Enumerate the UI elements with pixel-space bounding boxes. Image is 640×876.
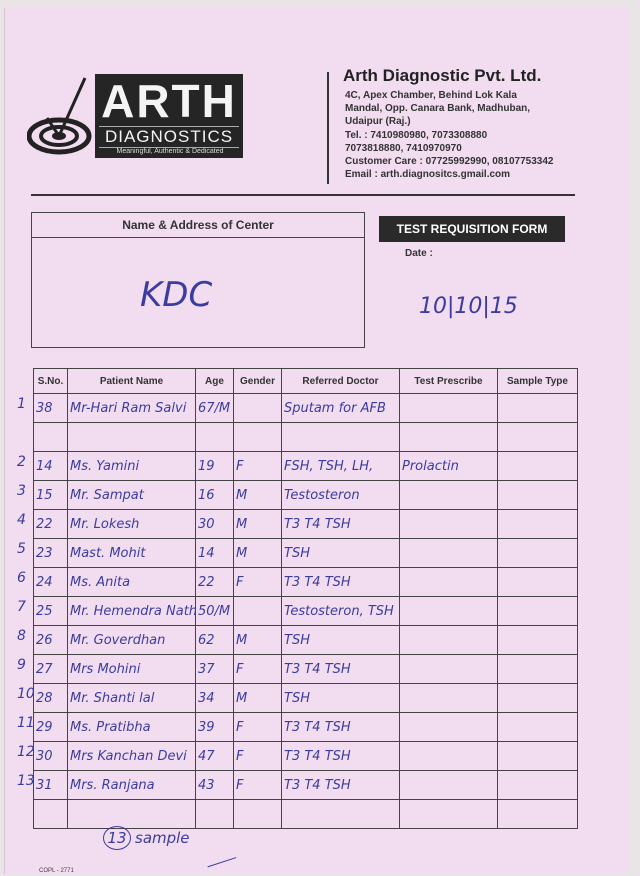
date-value: 10|10|15 xyxy=(419,294,518,319)
margin-row-number: 6 xyxy=(17,570,26,586)
cell-sample xyxy=(498,539,578,568)
cell-sample xyxy=(498,452,578,481)
table-row xyxy=(34,394,578,423)
cell-sample xyxy=(498,742,578,771)
cell-sample xyxy=(498,626,578,655)
header-age: Age xyxy=(196,369,234,394)
logo-tagline: Meaningful, Authentic & Dedicated xyxy=(116,148,224,155)
cell-sno xyxy=(34,800,68,829)
cell-doctor: Sputam for AFB xyxy=(282,394,400,423)
cell-age: 62 xyxy=(196,626,234,655)
cell-test xyxy=(400,771,498,800)
cell-test xyxy=(400,597,498,626)
cell-gender: F xyxy=(234,568,282,597)
cell-test xyxy=(400,626,498,655)
sample-label: sample xyxy=(135,829,190,847)
cell-doctor: Testosteron, TSH xyxy=(282,597,400,626)
logo-word-diagnostics: DIAGNOSTICS xyxy=(99,126,239,148)
margin-row-number: 11 xyxy=(17,715,35,731)
table-row xyxy=(34,742,578,771)
cell-gender: F xyxy=(234,713,282,742)
cell-age xyxy=(196,423,234,452)
cell-doctor: T3 T4 TSH xyxy=(282,655,400,684)
table-row xyxy=(34,597,578,626)
cell-age: 50/M xyxy=(196,597,234,626)
cell-doctor: T3 T4 TSH xyxy=(282,713,400,742)
cell-sno: 14 xyxy=(34,452,68,481)
cell-test xyxy=(400,423,498,452)
company-telephone-2: 7073818880, 7410970970 xyxy=(345,143,462,154)
form-code: COPL - 2771 xyxy=(39,868,74,874)
cell-test xyxy=(400,800,498,829)
cell-gender: M xyxy=(234,510,282,539)
customer-care: Customer Care : 07725992990, 08107753342 xyxy=(345,156,554,167)
date-label: Date : xyxy=(405,248,433,259)
margin-row-number: 13 xyxy=(17,773,35,789)
cell-doctor: T3 T4 TSH xyxy=(282,771,400,800)
cell-name: Mr-Hari Ram Salvi xyxy=(68,394,196,423)
cell-sample xyxy=(498,510,578,539)
cell-age: 30 xyxy=(196,510,234,539)
cell-gender xyxy=(234,597,282,626)
table-row xyxy=(34,771,578,800)
cell-test xyxy=(400,539,498,568)
cell-test xyxy=(400,568,498,597)
margin-row-number: 7 xyxy=(17,599,26,615)
header-sample-type: Sample Type xyxy=(498,369,578,394)
logo-word-arth: ARTH xyxy=(101,75,237,127)
cell-doctor: TSH xyxy=(282,684,400,713)
center-title: Name & Address of Center xyxy=(32,213,364,238)
cell-test: Prolactin xyxy=(400,452,498,481)
cell-age xyxy=(196,800,234,829)
cell-name: Mrs. Ranjana xyxy=(68,771,196,800)
cell-gender xyxy=(234,800,282,829)
company-address-line-1: 4C, Apex Chamber, Behind Lok Kala xyxy=(345,90,517,101)
cell-sample xyxy=(498,713,578,742)
header-test-prescribe: Test Prescribe xyxy=(400,369,498,394)
cell-sno: 28 xyxy=(34,684,68,713)
cell-age: 14 xyxy=(196,539,234,568)
header-patient-name: Patient Name xyxy=(68,369,196,394)
table-row xyxy=(34,684,578,713)
table-header-row xyxy=(34,369,578,394)
cell-gender: F xyxy=(234,742,282,771)
cell-name: Mr. Sampat xyxy=(68,481,196,510)
cell-gender xyxy=(234,423,282,452)
table-row xyxy=(34,800,578,829)
cell-gender: M xyxy=(234,539,282,568)
cell-doctor: T3 T4 TSH xyxy=(282,568,400,597)
sample-count-note xyxy=(103,826,190,850)
cell-age: 37 xyxy=(196,655,234,684)
company-address-line-2: Mandal, Opp. Canara Bank, Madhuban, xyxy=(345,103,531,114)
cell-age: 34 xyxy=(196,684,234,713)
cell-sno: 23 xyxy=(34,539,68,568)
cell-sno: 15 xyxy=(34,481,68,510)
cell-age: 43 xyxy=(196,771,234,800)
cell-age: 67/M xyxy=(196,394,234,423)
cell-age: 19 xyxy=(196,452,234,481)
cell-test xyxy=(400,481,498,510)
cell-name: Ms. Anita xyxy=(68,568,196,597)
table-row xyxy=(34,539,578,568)
margin-row-number: 4 xyxy=(17,512,26,528)
cell-sample xyxy=(498,481,578,510)
target-check-icon xyxy=(27,72,97,162)
table-row xyxy=(34,423,578,452)
cell-name: Ms. Yamini xyxy=(68,452,196,481)
margin-row-number: 9 xyxy=(17,657,26,673)
signature-mark xyxy=(204,846,237,868)
sample-count: 13 xyxy=(103,826,131,850)
header-rule xyxy=(31,194,575,196)
cell-age: 47 xyxy=(196,742,234,771)
company-telephone: Tel. : 7410980980, 7073308880 xyxy=(345,130,488,141)
cell-name: Mast. Mohit xyxy=(68,539,196,568)
cell-gender: F xyxy=(234,452,282,481)
cell-gender: M xyxy=(234,481,282,510)
cell-gender xyxy=(234,394,282,423)
cell-name: Mr. Goverdhan xyxy=(68,626,196,655)
cell-gender: M xyxy=(234,626,282,655)
cell-doctor: T3 T4 TSH xyxy=(282,742,400,771)
cell-name: Mr. Lokesh xyxy=(68,510,196,539)
cell-sno xyxy=(34,423,68,452)
table-row xyxy=(34,655,578,684)
cell-name xyxy=(68,800,196,829)
table-row xyxy=(34,568,578,597)
cell-sno: 29 xyxy=(34,713,68,742)
cell-name: Mr. Hemendra Nath xyxy=(68,597,196,626)
cell-gender: F xyxy=(234,771,282,800)
cell-age: 16 xyxy=(196,481,234,510)
cell-sample xyxy=(498,423,578,452)
header-gender: Gender xyxy=(234,369,282,394)
cell-doctor: FSH, TSH, LH, xyxy=(282,452,400,481)
company-logo xyxy=(27,72,247,162)
header-referred-doctor: Referred Doctor xyxy=(282,369,400,394)
margin-row-number: 8 xyxy=(17,628,26,644)
cell-test xyxy=(400,713,498,742)
table-row xyxy=(34,626,578,655)
cell-sno: 24 xyxy=(34,568,68,597)
cell-sample xyxy=(498,771,578,800)
cell-gender: F xyxy=(234,655,282,684)
cell-doctor: TSH xyxy=(282,539,400,568)
cell-doctor: T3 T4 TSH xyxy=(282,510,400,539)
table-row xyxy=(34,713,578,742)
cell-name: Mrs Kanchan Devi xyxy=(68,742,196,771)
center-value: KDC xyxy=(140,275,213,315)
cell-sample xyxy=(498,655,578,684)
table-row xyxy=(34,510,578,539)
cell-test xyxy=(400,655,498,684)
cell-name: Mr. Shanti lal xyxy=(68,684,196,713)
cell-test xyxy=(400,394,498,423)
cell-name: Ms. Pratibha xyxy=(68,713,196,742)
cell-sno: 25 xyxy=(34,597,68,626)
cell-test xyxy=(400,510,498,539)
margin-row-number: 12 xyxy=(17,744,35,760)
company-address-line-3: Udaipur (Raj.) xyxy=(345,116,411,127)
cell-sno: 38 xyxy=(34,394,68,423)
cell-test xyxy=(400,742,498,771)
form-title: TEST REQUISITION FORM xyxy=(379,216,565,242)
cell-sample xyxy=(498,800,578,829)
table-row xyxy=(34,481,578,510)
cell-name: Mrs Mohini xyxy=(68,655,196,684)
company-email: Email : arth.diagnositcs.gmail.com xyxy=(345,169,511,180)
center-box xyxy=(31,212,365,348)
margin-row-number: 5 xyxy=(17,541,26,557)
patient-table xyxy=(33,368,578,829)
cell-sample xyxy=(498,597,578,626)
cell-sample xyxy=(498,394,578,423)
cell-sno: 26 xyxy=(34,626,68,655)
table-row xyxy=(34,452,578,481)
margin-row-number: 2 xyxy=(17,454,26,470)
cell-age: 22 xyxy=(196,568,234,597)
cell-name xyxy=(68,423,196,452)
requisition-sheet xyxy=(4,8,627,874)
cell-gender: M xyxy=(234,684,282,713)
cell-sno: 31 xyxy=(34,771,68,800)
company-name: Arth Diagnostic Pvt. Ltd. xyxy=(343,66,542,85)
cell-doctor: TSH xyxy=(282,626,400,655)
cell-doctor xyxy=(282,800,400,829)
cell-sno: 30 xyxy=(34,742,68,771)
table-body xyxy=(34,394,578,829)
cell-test xyxy=(400,684,498,713)
margin-row-number: 3 xyxy=(17,483,26,499)
cell-sno: 27 xyxy=(34,655,68,684)
cell-sno: 22 xyxy=(34,510,68,539)
header-divider xyxy=(327,72,329,184)
margin-row-number: 1 xyxy=(17,396,26,412)
cell-doctor: Testosteron xyxy=(282,481,400,510)
header-sno: S.No. xyxy=(34,369,68,394)
cell-doctor xyxy=(282,423,400,452)
cell-age: 39 xyxy=(196,713,234,742)
cell-sample xyxy=(498,684,578,713)
cell-sample xyxy=(498,568,578,597)
margin-row-number: 10 xyxy=(17,686,35,702)
